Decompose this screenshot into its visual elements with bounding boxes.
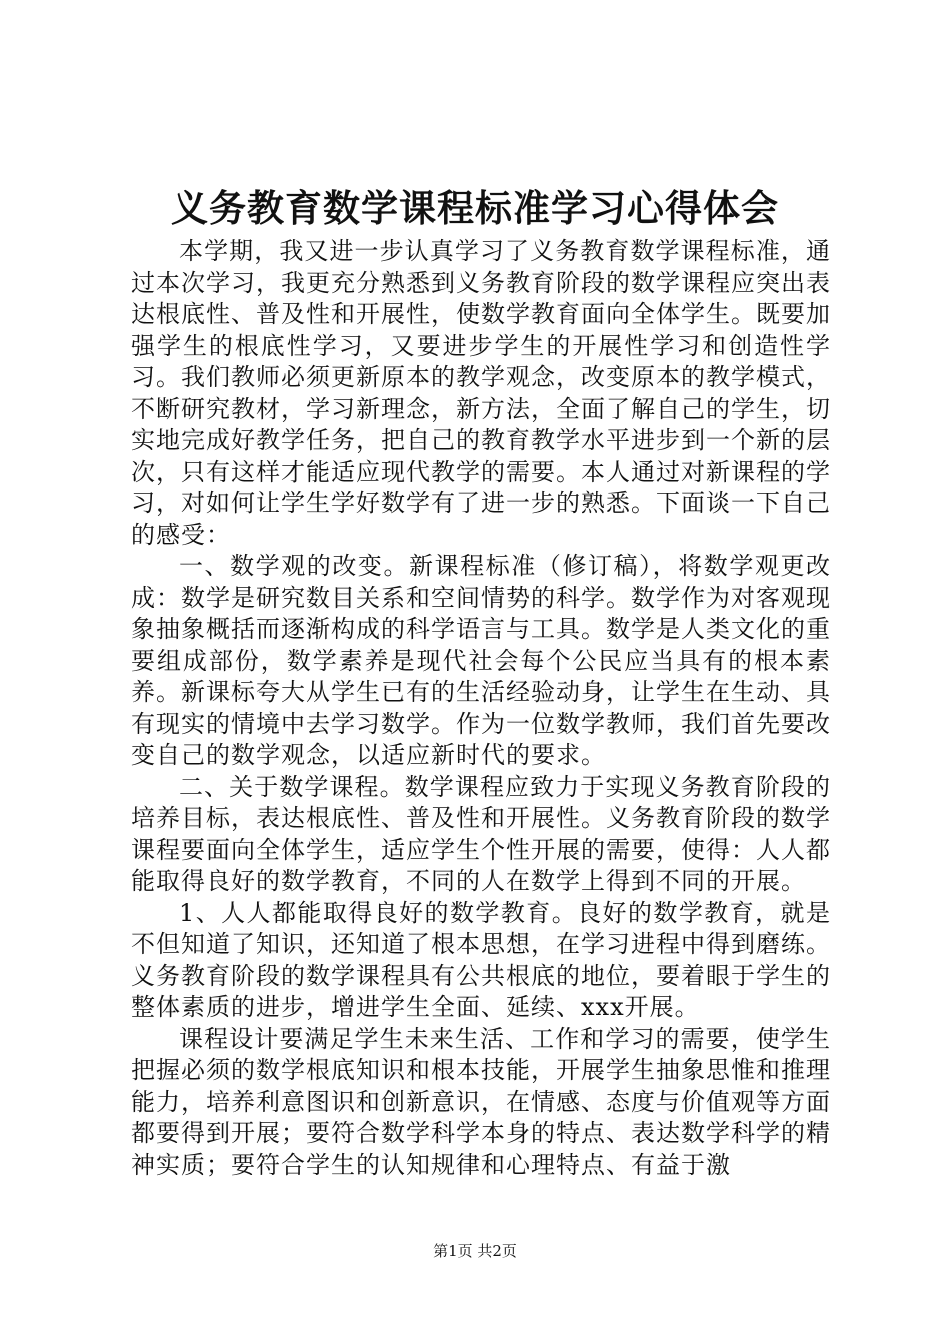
paragraph-intro: 本学期，我又进一步认真学习了义务教育数学课程标准，通过本次学习，我更充分熟悉到义务教育阶段的数学课程应突出表达根底性、普及性和开展性，使数学教育面向全体学生。既要加强学生的根底性学习，又要进步学生的开展性学习和创造性学习。我们教师必须更新原本的教学观念，改变原本的教学模式，不断研究教材，学习新理念，新方法，全面了解自己的学生，切实地完成好教学任务，把自己的教育教学水平进步到一个新的层次，只有这样才能适应现代教学的需要。本人通过对新课程的学习，对如何让学生学好数学有了进一步的熟悉。下面谈一下自己的感受：	[131, 237, 831, 549]
paragraph-good-education: 1、人人都能取得良好的数学教育。良好的数学教育，就是不但知道了知识，还知道了根本思想，在学习进程中得到磨练。义务教育阶段的数学课程具有公共根底的地位，要着眼于学生的整体素质的进步，增进学生全面、延续、xxx开展。	[131, 898, 831, 1021]
document-title: 义务教育数学课程标准学习心得体会	[171, 186, 779, 230]
paragraph-course-design: 课程设计要满足学生未来生活、工作和学习的需要，使学生把握必须的数学根底知识和根本技能，开展学生抽象思惟和推理能力，培养利意图识和创新意识，在情感、态度与价值观等方面都要得到开展；要符合数学科学本身的特点、表达数学科学的精神实质；要符合学生的认知规律和心理特点、有益于激	[131, 1024, 831, 1179]
paragraph-math-view: 一、数学观的改变。新课程标准（修订稿），将数学观更改成：数学是研究数目关系和空间情势的科学。数学作为对客观现象抽象概括而逐渐构成的科学语言与工具。数学是人类文化的重要组成部份，数学素养是现代社会每个公民应当具有的根本素养。新课标夸大从学生已有的生活经验动身，让学生在生动、具有现实的情境中去学习数学。作为一位数学教师，我们首先要改变自己的数学观念，以适应新时代的要求。	[131, 552, 831, 769]
document-body	[131, 236, 831, 1181]
page-number-footer: 第1页 共2页	[433, 1242, 517, 1260]
paragraph-math-curriculum: 二、关于数学课程。数学课程应致力于实现义务教育阶段的培养目标，表达根底性、普及性和开展性。义务教育阶段的数学课程要面向全体学生，适应学生个性开展的需要，使得：人人都能取得良好的数学教育，不同的人在数学上得到不同的开展。	[131, 772, 831, 895]
